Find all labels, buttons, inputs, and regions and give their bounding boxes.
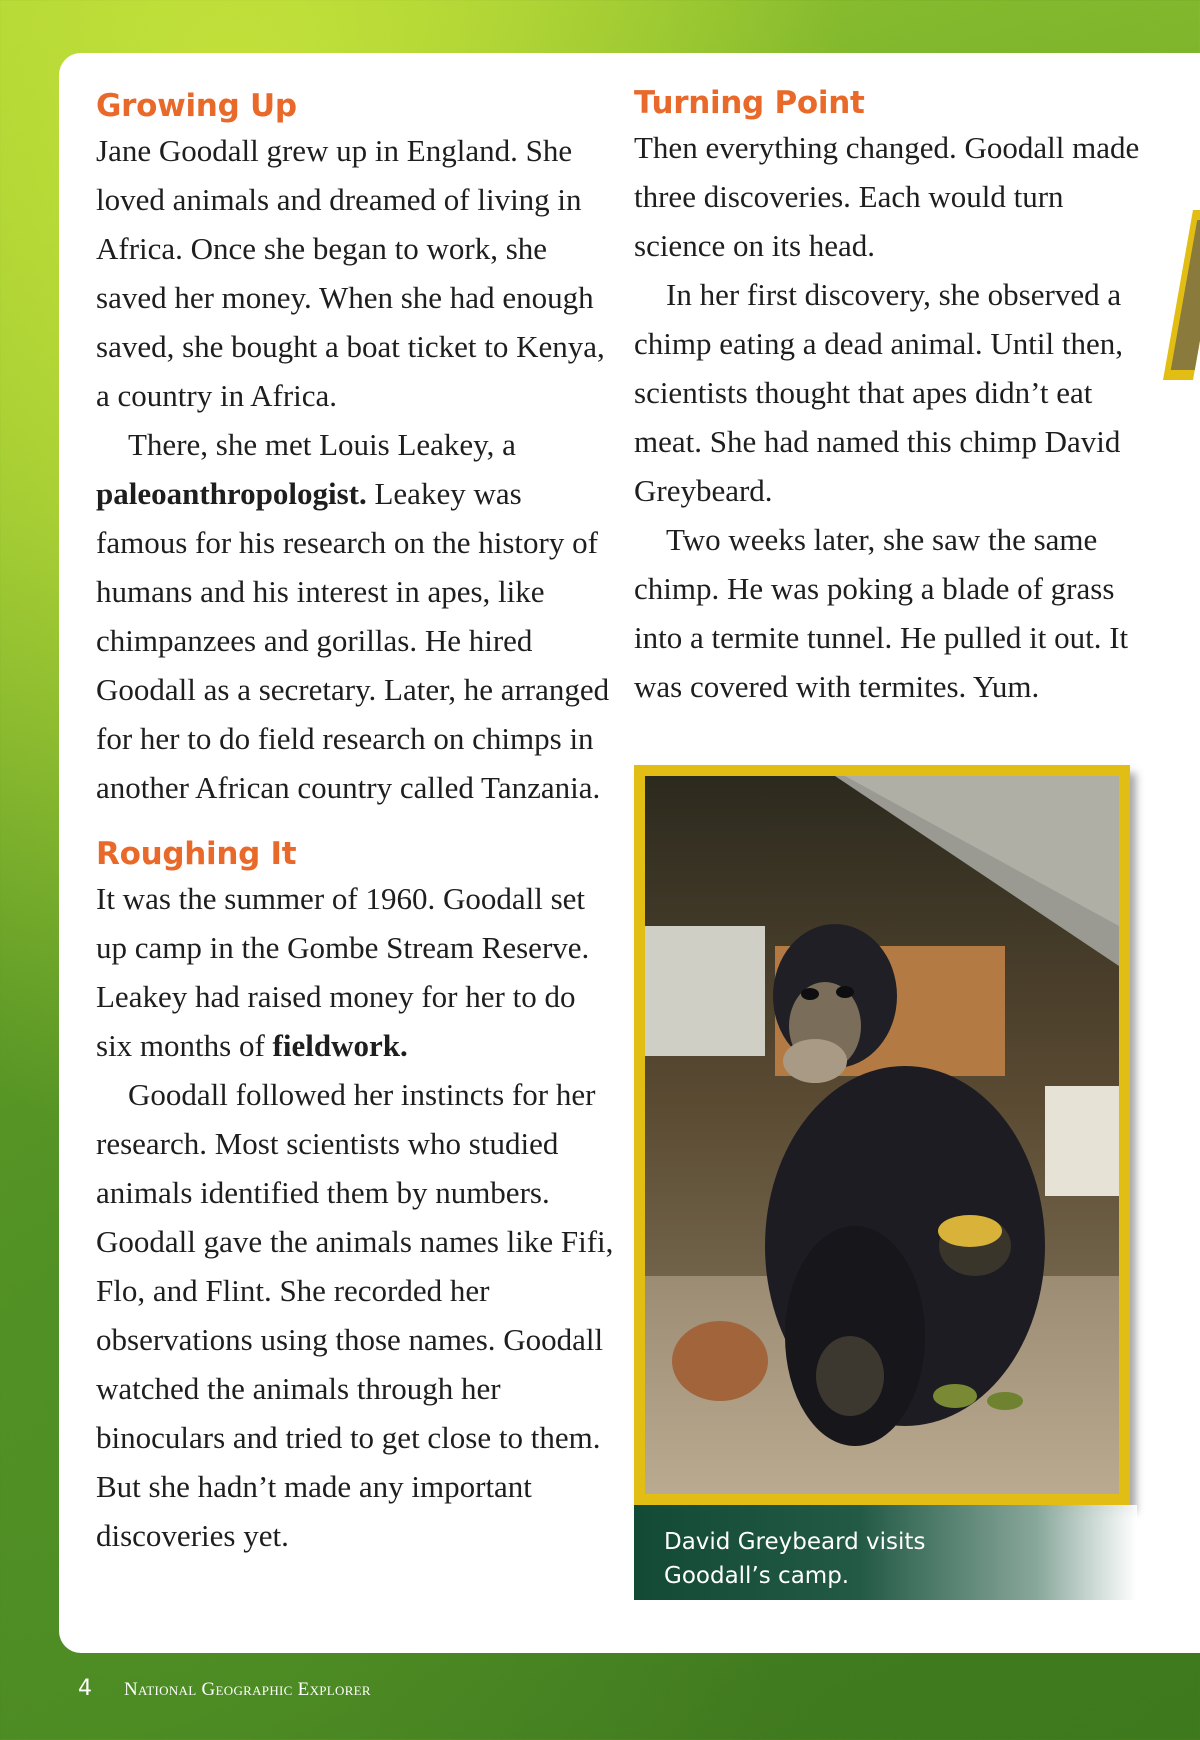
magazine-name: National Geographic Explorer [124, 1679, 371, 1700]
heading-turning-point: Turning Point [634, 85, 865, 121]
roughing-it-paragraph-1 [96, 874, 616, 1070]
text-span: There, she met Louis Leakey, a [128, 427, 516, 462]
turning-point-paragraph-3: Two weeks later, she saw the same chimp. He was poking a blade of grass into a termite tunnel. He pulled it out. It was covered with termites. Yum. [634, 522, 1129, 704]
page-footer [78, 1676, 371, 1701]
growing-up-paragraph-1: Jane Goodall grew up in England. She loved animals and dreamed of living in Africa. Once she began to work, she saved her money. When she had enough saved, she bought a boat ticket to Kenya, a country in Africa. [96, 133, 605, 413]
growing-up-paragraph-2 [96, 420, 616, 812]
term-fieldwork: fieldwork. [272, 1028, 408, 1063]
right-column [634, 83, 1154, 711]
turning-point-paragraph-1: Then everything changed. Goodall made three discoveries. Each would turn science on its head. [634, 130, 1140, 263]
photo-caption-bar [634, 1505, 1137, 1600]
text-span: Leakey was famous for his research on the history of humans and his interest in apes, like chimpanzees and gorillas. He hired Goodall as a secretary. Later, he arranged for her to do field research on chimps in another African country called Tanzania. [96, 476, 610, 805]
photo-caption: David Greybeard visits Goodall’s camp. [664, 1529, 926, 1589]
photo-frame [634, 765, 1130, 1505]
turning-point-paragraph-2: In her first discovery, she observed a chimp eating a dead animal. Until then, scientists thought that apes didn’t eat meat. She had named this chimp David Greybeard. [634, 277, 1123, 508]
text-span: It was the summer of 1960. Goodall set up camp in the Gombe Stream Reserve. Leakey had raised money for her to do six months of [96, 881, 590, 1063]
chimp-photo-illustration [645, 776, 1119, 1494]
page-number: 4 [78, 1676, 92, 1701]
term-paleoanthropologist: paleoanthropologist. [96, 476, 367, 511]
heading-growing-up: Growing Up [96, 88, 297, 124]
heading-roughing-it: Roughing It [96, 836, 297, 872]
chimp-photo [645, 776, 1119, 1494]
left-column [96, 86, 616, 1560]
roughing-it-paragraph-2: Goodall followed her instincts for her research. Most scientists who studied animals identified them by numbers. Goodall gave the animals names like Fifi, Flo, and Flint. She recorded her observations using those names. Goodall watched the animals through her binoculars and tried to get close to them. But she hadn’t made any important discoveries yet. [96, 1077, 614, 1553]
